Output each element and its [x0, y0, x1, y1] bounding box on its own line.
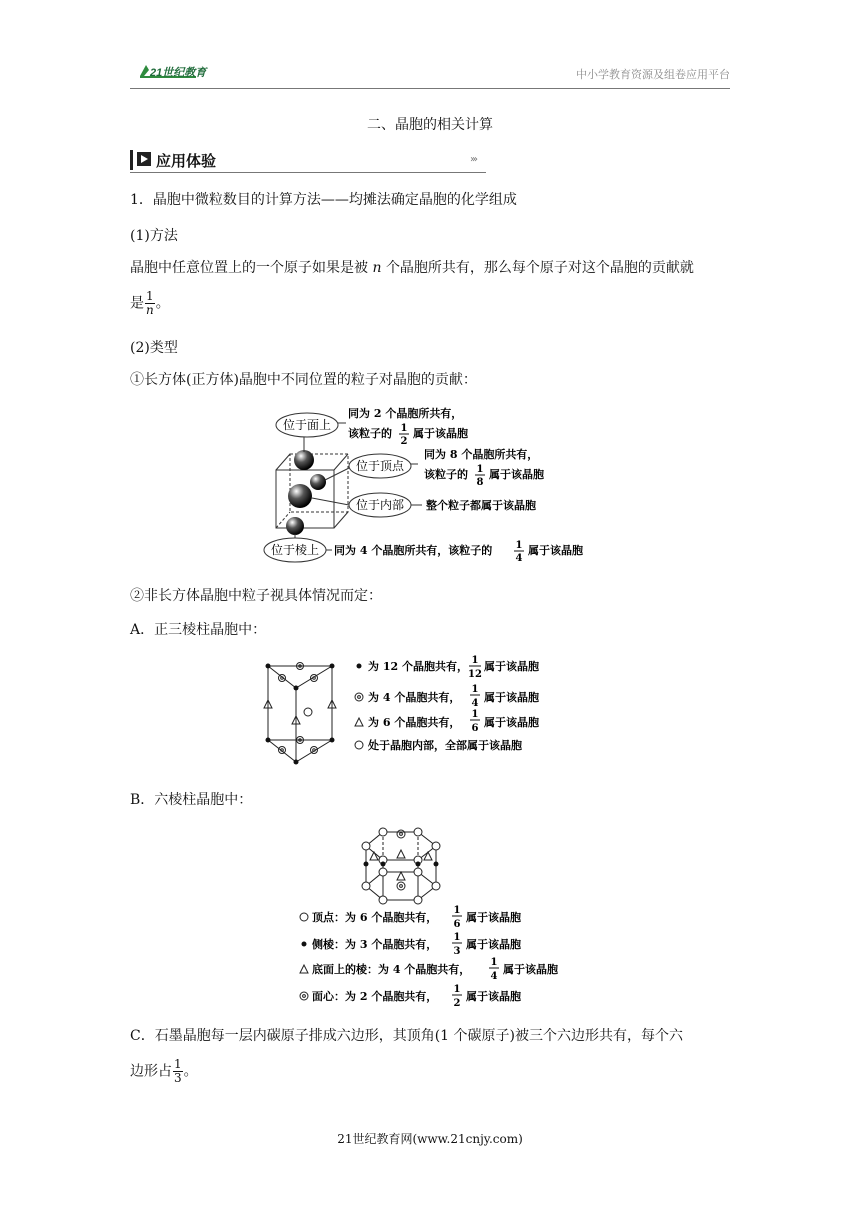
- svg-text:处于晶胞内部，全部属于该晶胞: 处于晶胞内部，全部属于该晶胞: [368, 739, 522, 752]
- svg-text:1: 1: [476, 464, 484, 475]
- method-text-a: 晶胞中任意位置上的一个原子如果是被: [130, 260, 368, 276]
- a-heading: A．正三棱柱晶胞中：: [130, 622, 267, 638]
- vertex-legend-icon: [300, 913, 308, 921]
- svg-text:属于该晶胞: 属于该晶胞: [503, 963, 558, 976]
- svg-text:1: 1: [471, 709, 479, 720]
- label-inside: 位于内部: [355, 498, 405, 512]
- triangle-icon: [355, 718, 363, 726]
- svg-text:属于该晶胞: 属于该晶胞: [466, 938, 521, 951]
- svg-text:属于该晶胞: 属于该晶胞: [466, 911, 521, 924]
- section-title: 二、晶胞的相关计算: [367, 117, 493, 133]
- svg-text:2: 2: [400, 436, 408, 447]
- vertex-line1: 同为 8 个晶胞所共有，: [424, 448, 539, 461]
- svg-text:6: 6: [453, 919, 461, 930]
- method-text: [130, 258, 694, 278]
- logo-text: 21世纪教育: [150, 67, 207, 79]
- face-line1: 同为 2 个晶胞所共有，: [348, 407, 463, 420]
- method-heading: (1)方法: [130, 228, 178, 244]
- svg-text:为 6 个晶胞共有，: 为 6 个晶胞共有，: [368, 716, 461, 729]
- inside-text: 整个粒子都属于该晶胞: [426, 499, 536, 512]
- chevrons-icon: ›››: [470, 154, 476, 165]
- dot-icon: [357, 664, 362, 669]
- footer-source: 21世纪教育网(www.21cnjy.com): [337, 1132, 523, 1146]
- svg-text:6: 6: [471, 723, 479, 734]
- method-end: 。: [155, 295, 170, 312]
- label-vertex: 位于顶点: [355, 459, 405, 473]
- svg-text:1: 1: [453, 905, 461, 916]
- method-n: n: [372, 260, 382, 276]
- svg-text:2: 2: [453, 998, 461, 1009]
- svg-text:4: 4: [471, 698, 479, 709]
- type-heading: (2)类型: [130, 340, 178, 356]
- vertex-atom: [310, 474, 326, 490]
- svg-text:1: 1: [471, 655, 479, 666]
- vertex-line2a: 该粒子的: [424, 468, 468, 481]
- label-face: 位于面上: [282, 418, 332, 432]
- target-icon: [355, 693, 363, 701]
- banner-bar: [130, 150, 133, 170]
- svg-text:底面上的棱：为 4 个晶胞共有，: 底面上的棱：为 4 个晶胞共有，: [312, 963, 471, 976]
- label-edge: 位于棱上: [270, 543, 320, 557]
- triangular-prism-diagram: [258, 654, 558, 772]
- face-atom: [294, 450, 314, 470]
- fraction-1-3: $\frac{1}{3}$: [174, 1057, 182, 1085]
- svg-text:4: 4: [490, 971, 498, 982]
- svg-text:1: 1: [471, 684, 479, 695]
- face-center-legend-icon: [300, 992, 308, 1000]
- cube-cell-diagram: [258, 398, 608, 568]
- svg-text:1: 1: [453, 932, 461, 943]
- lateral-edge-legend-icon: [302, 942, 307, 947]
- svg-text:侧棱：为 3 个晶胞共有，: 侧棱：为 3 个晶胞共有，: [312, 938, 438, 951]
- item-1: 1．晶胞中微粒数目的计算方法——均摊法确定晶胞的化学组成: [130, 192, 517, 208]
- svg-text:为 4 个晶胞共有，: 为 4 个晶胞共有，: [368, 691, 461, 704]
- vertex-line2b: 属于该晶胞: [489, 468, 544, 481]
- svg-text:顶点：为 6 个晶胞共有，: 顶点：为 6 个晶胞共有，: [312, 911, 438, 924]
- hexagonal-prism-diagram: [290, 820, 590, 1010]
- face-line2b: 属于该晶胞: [413, 427, 468, 440]
- svg-text:属于该晶胞: 属于该晶胞: [484, 716, 539, 729]
- type-1: ①长方体(正方体)晶胞中不同位置的粒子对晶胞的贡献：: [130, 372, 477, 388]
- svg-text:3: 3: [453, 946, 461, 957]
- edge-text-b: 属于该晶胞: [528, 544, 583, 557]
- b-heading: B．六棱柱晶胞中：: [130, 792, 253, 808]
- circle-icon: [355, 741, 363, 749]
- method-text-c: 是: [130, 295, 144, 312]
- svg-text:面心：为 2 个晶胞共有，: 面心：为 2 个晶胞共有，: [312, 990, 438, 1003]
- svg-text:4: 4: [515, 553, 523, 564]
- svg-text:属于该晶胞: 属于该晶胞: [466, 990, 521, 1003]
- edge-atom: [286, 517, 304, 535]
- base-edge-legend-icon: [300, 965, 308, 973]
- header-platform-name: 中小学教育资源及组卷应用平台: [576, 68, 730, 81]
- fraction-1-n: $\frac{1}{n}$: [146, 289, 154, 317]
- type-2: ②非长方体晶胞中粒子视具体情况而定：: [130, 588, 382, 604]
- method-text-b: 个晶胞所共有，那么每个原子对这个晶胞的贡献就: [385, 260, 694, 276]
- edge-text-a: 同为 4 个晶胞所共有，该粒子的: [334, 544, 493, 557]
- svg-text:1: 1: [515, 540, 523, 551]
- svg-text:属于该晶胞: 属于该晶胞: [484, 660, 539, 673]
- inner-atom: [288, 484, 312, 508]
- svg-text:1: 1: [453, 984, 461, 995]
- svg-text:8: 8: [476, 477, 484, 488]
- face-line2a: 该粒子的: [348, 427, 392, 440]
- c-line-1: C．石墨晶胞每一层内碳原子排成六边形，其顶角(1 个碳原子)被三个六边形共有，每个六: [130, 1028, 683, 1044]
- header-divider: [130, 88, 730, 89]
- banner-underline: [130, 172, 486, 173]
- svg-text:1: 1: [490, 957, 498, 968]
- svg-text:12: 12: [468, 669, 482, 680]
- svg-text:为 12 个晶胞共有，: 为 12 个晶胞共有，: [368, 660, 468, 673]
- svg-text:属于该晶胞: 属于该晶胞: [484, 691, 539, 704]
- method-result: [130, 290, 170, 317]
- play-icon: [137, 152, 151, 166]
- svg-text:1: 1: [400, 423, 408, 434]
- c-line-2: 边形占 $\frac{1}{3}$ 。: [130, 1057, 198, 1085]
- banner-title: 应用体验: [156, 152, 217, 170]
